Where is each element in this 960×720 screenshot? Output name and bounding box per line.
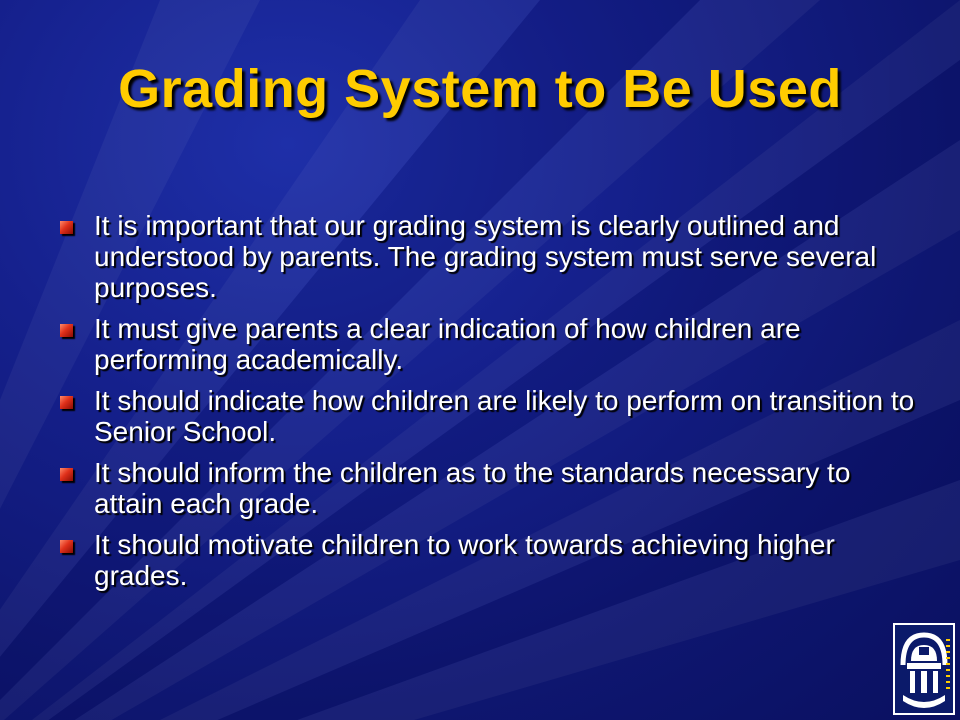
school-crest-icon [895, 625, 953, 713]
bullet-item [58, 457, 918, 519]
red-square-bullet-icon [60, 221, 73, 234]
bullet-item [58, 313, 918, 375]
bullet-text: It should inform the children as to the standards necessary to attain each grade. [94, 457, 851, 519]
bullet-text: It must give parents a clear indication of how children are performing academically. [94, 313, 801, 375]
bullet-list [58, 210, 918, 601]
bullet-text: It should motivate children to work towards achieving higher grades. [94, 529, 835, 591]
red-square-bullet-icon [60, 468, 73, 481]
bullet-text: It should indicate how children are likely to perform on transition to Senior School. [94, 385, 915, 447]
bullet-text: It is important that our grading system is clearly outlined and understood by parents. The grading system must serve several purposes. [94, 210, 877, 303]
red-square-bullet-icon [60, 540, 73, 553]
red-square-bullet-icon [60, 396, 73, 409]
slide-title: Grading System to Be Used [118, 59, 842, 119]
bullet-item [58, 529, 918, 591]
bullet-item [58, 385, 918, 447]
school-crest-logo [893, 623, 955, 715]
bullet-item [58, 210, 918, 303]
red-square-bullet-icon [60, 324, 73, 337]
